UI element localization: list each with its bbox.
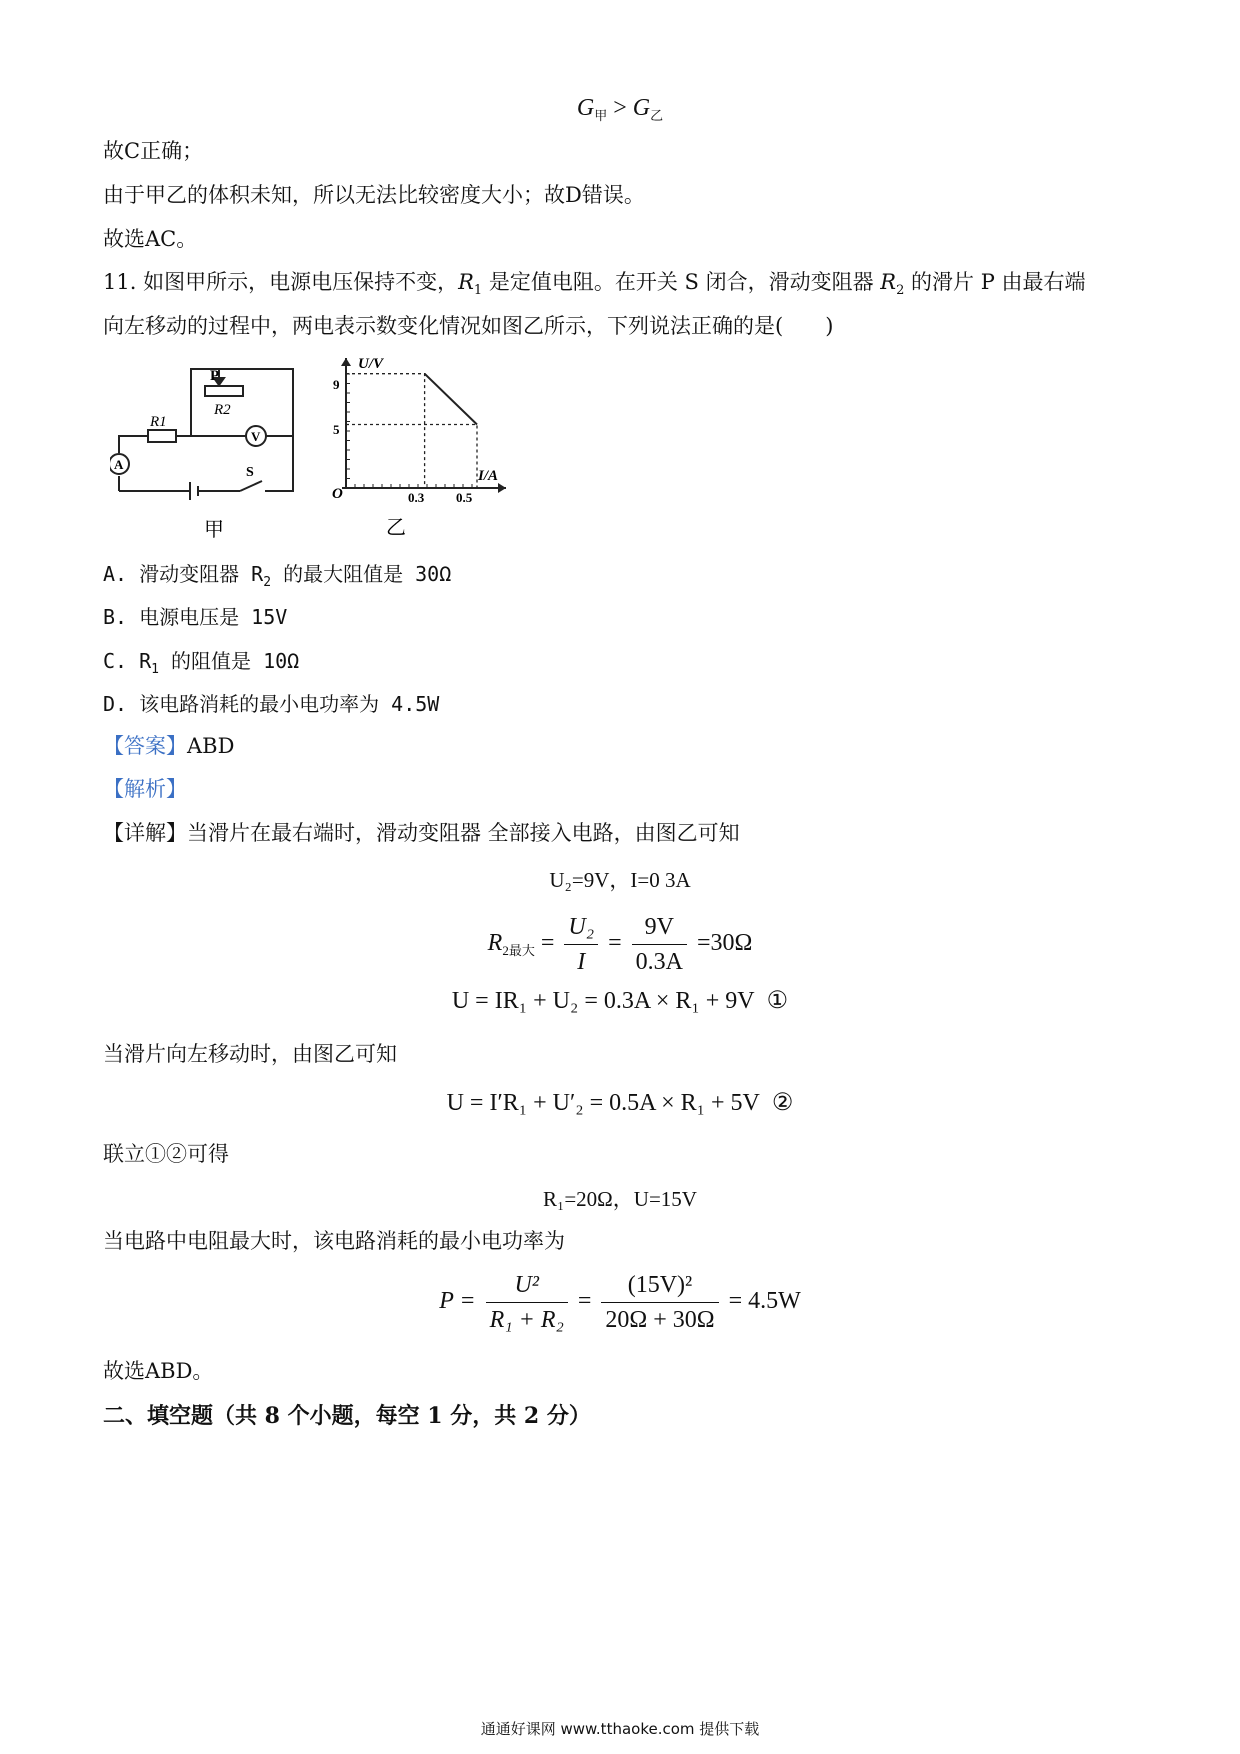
para-min-power: 当电路中电阻最大时，该电路消耗的最小电功率为 (103, 1229, 565, 1253)
frac-15v: $\frac{\text{(15V)²}}{20\Omega + 30\Omega}$ (601, 1270, 718, 1335)
answer-line (103, 732, 234, 760)
graph-origin: O (332, 486, 343, 502)
circuit-diagram (110, 369, 293, 500)
question-line-2: 向左移动的过程中，两电表示数变化情况如图乙所示，下列说法正确的是( ) (103, 314, 834, 338)
top-formula (0, 95, 1240, 124)
question-line-1: 11. 如图甲所示，电源电压保持不变，$R_1$ 是定值电阻。在开关 S 闭合，滑动变阻器 $R_2$ 的滑片 P 由最右端 (103, 270, 1086, 298)
eq-power: P = $\frac{\text{U²}}{\text{R₁ + R₂}}$ = $\frac{\text{(15V)²}}{20\Omega + 30\Omega}$ = 4.5W (439, 1272, 801, 1333)
line-c-correct: 故C正确； (103, 139, 204, 163)
caption-jia: 甲 (204, 519, 224, 541)
label-r2: R2 (214, 402, 231, 418)
g-jia: G (576, 95, 595, 121)
option-c: C. $R_1$ 的阻值是 10Ω (103, 649, 300, 677)
caption-yi: 乙 (386, 517, 406, 539)
graph-ylabel: U/V (358, 358, 384, 372)
label-r1: R1 (150, 414, 167, 430)
y-axis-arrow (341, 358, 351, 366)
detail-line: 【详解】当滑片在最右端时，滑动变阻器 全部接入电路，由图乙可知 (103, 821, 740, 845)
eq-2: U = I′R₁ + U′₂ = 0.5A × R₁ + 5V ② (446, 1090, 794, 1116)
eq-r1-u: R₁=20Ω，U=15V (543, 1187, 697, 1211)
option-a: A. 滑动变阻器 $R_2$ 的最大阻值是 30Ω (103, 562, 452, 590)
label-p: P (210, 368, 220, 384)
option-b: B. 电源电压是 15V (103, 605, 288, 629)
sub-yi: 乙 (650, 108, 664, 123)
dashed-guides (346, 374, 425, 488)
question-figure (110, 358, 530, 548)
dashed-guide-5 (346, 425, 477, 489)
x-tick-05: 0.5 (456, 490, 473, 505)
eq-u2-i: U₂=9V，I=0 3A (549, 868, 691, 892)
frac-u2-i: $\frac{\text{U₂}}{I}$ (564, 912, 598, 977)
footer-source: 通通好课网 www.tthaoke.com 提供下载 (480, 1720, 760, 1738)
resistor-r1 (148, 430, 176, 442)
x-tick-03: 0.3 (408, 490, 425, 505)
line-d-wrong: 由于甲乙的体积未知，所以无法比较密度大小；故D错误。 (103, 183, 645, 207)
frac-u2-r: $\frac{\text{U²}}{\text{R₁ + R₂}}$ (486, 1270, 568, 1335)
analysis-tag: 【解析】 (103, 777, 187, 801)
switch-lever (240, 481, 262, 491)
answer-tag: 【答案】 (103, 734, 187, 758)
label-v: V (251, 429, 261, 444)
circuit-wire-left-top (119, 436, 148, 453)
label-a: A (114, 457, 124, 472)
para-slide-left: 当滑片向左移动时，由图乙可知 (103, 1042, 397, 1066)
answer-value: ABD (187, 734, 235, 758)
resistor-r2 (205, 386, 243, 396)
g-yi: G (632, 95, 651, 121)
sub-jia: 甲 (594, 108, 608, 123)
para-combine: 联立①②可得 (103, 1142, 229, 1166)
graph-xlabel: I/A (478, 468, 499, 484)
y-tick-9: 9 (333, 377, 340, 392)
option-d: D. 该电路消耗的最小电功率为 4.5W (103, 692, 440, 716)
eq-1: U = IR₁ + U₂ = 0.3A × R₁ + 9V ① (451, 988, 789, 1014)
greater-sign: > (613, 95, 627, 121)
x-axis-arrow (498, 483, 506, 493)
para-choose-abd: 故选ABD。 (103, 1359, 214, 1383)
frac-9v-03a: $\frac{9V}{0.3A}$ (632, 912, 687, 977)
section-heading: 二、填空题（共 8 个小题，每空 1 分，共 2 分） (103, 1403, 591, 1429)
eq-r2max: $R_{2最大}$ = $\frac{\text{U₂}}{I}$ = $\frac{9V}{0.3A}$ =30Ω (487, 914, 753, 975)
line-choose-ac: 故选AC。 (103, 227, 198, 251)
u-i-line (425, 374, 477, 425)
label-s: S (246, 465, 254, 480)
y-tick-5: 5 (333, 422, 340, 437)
